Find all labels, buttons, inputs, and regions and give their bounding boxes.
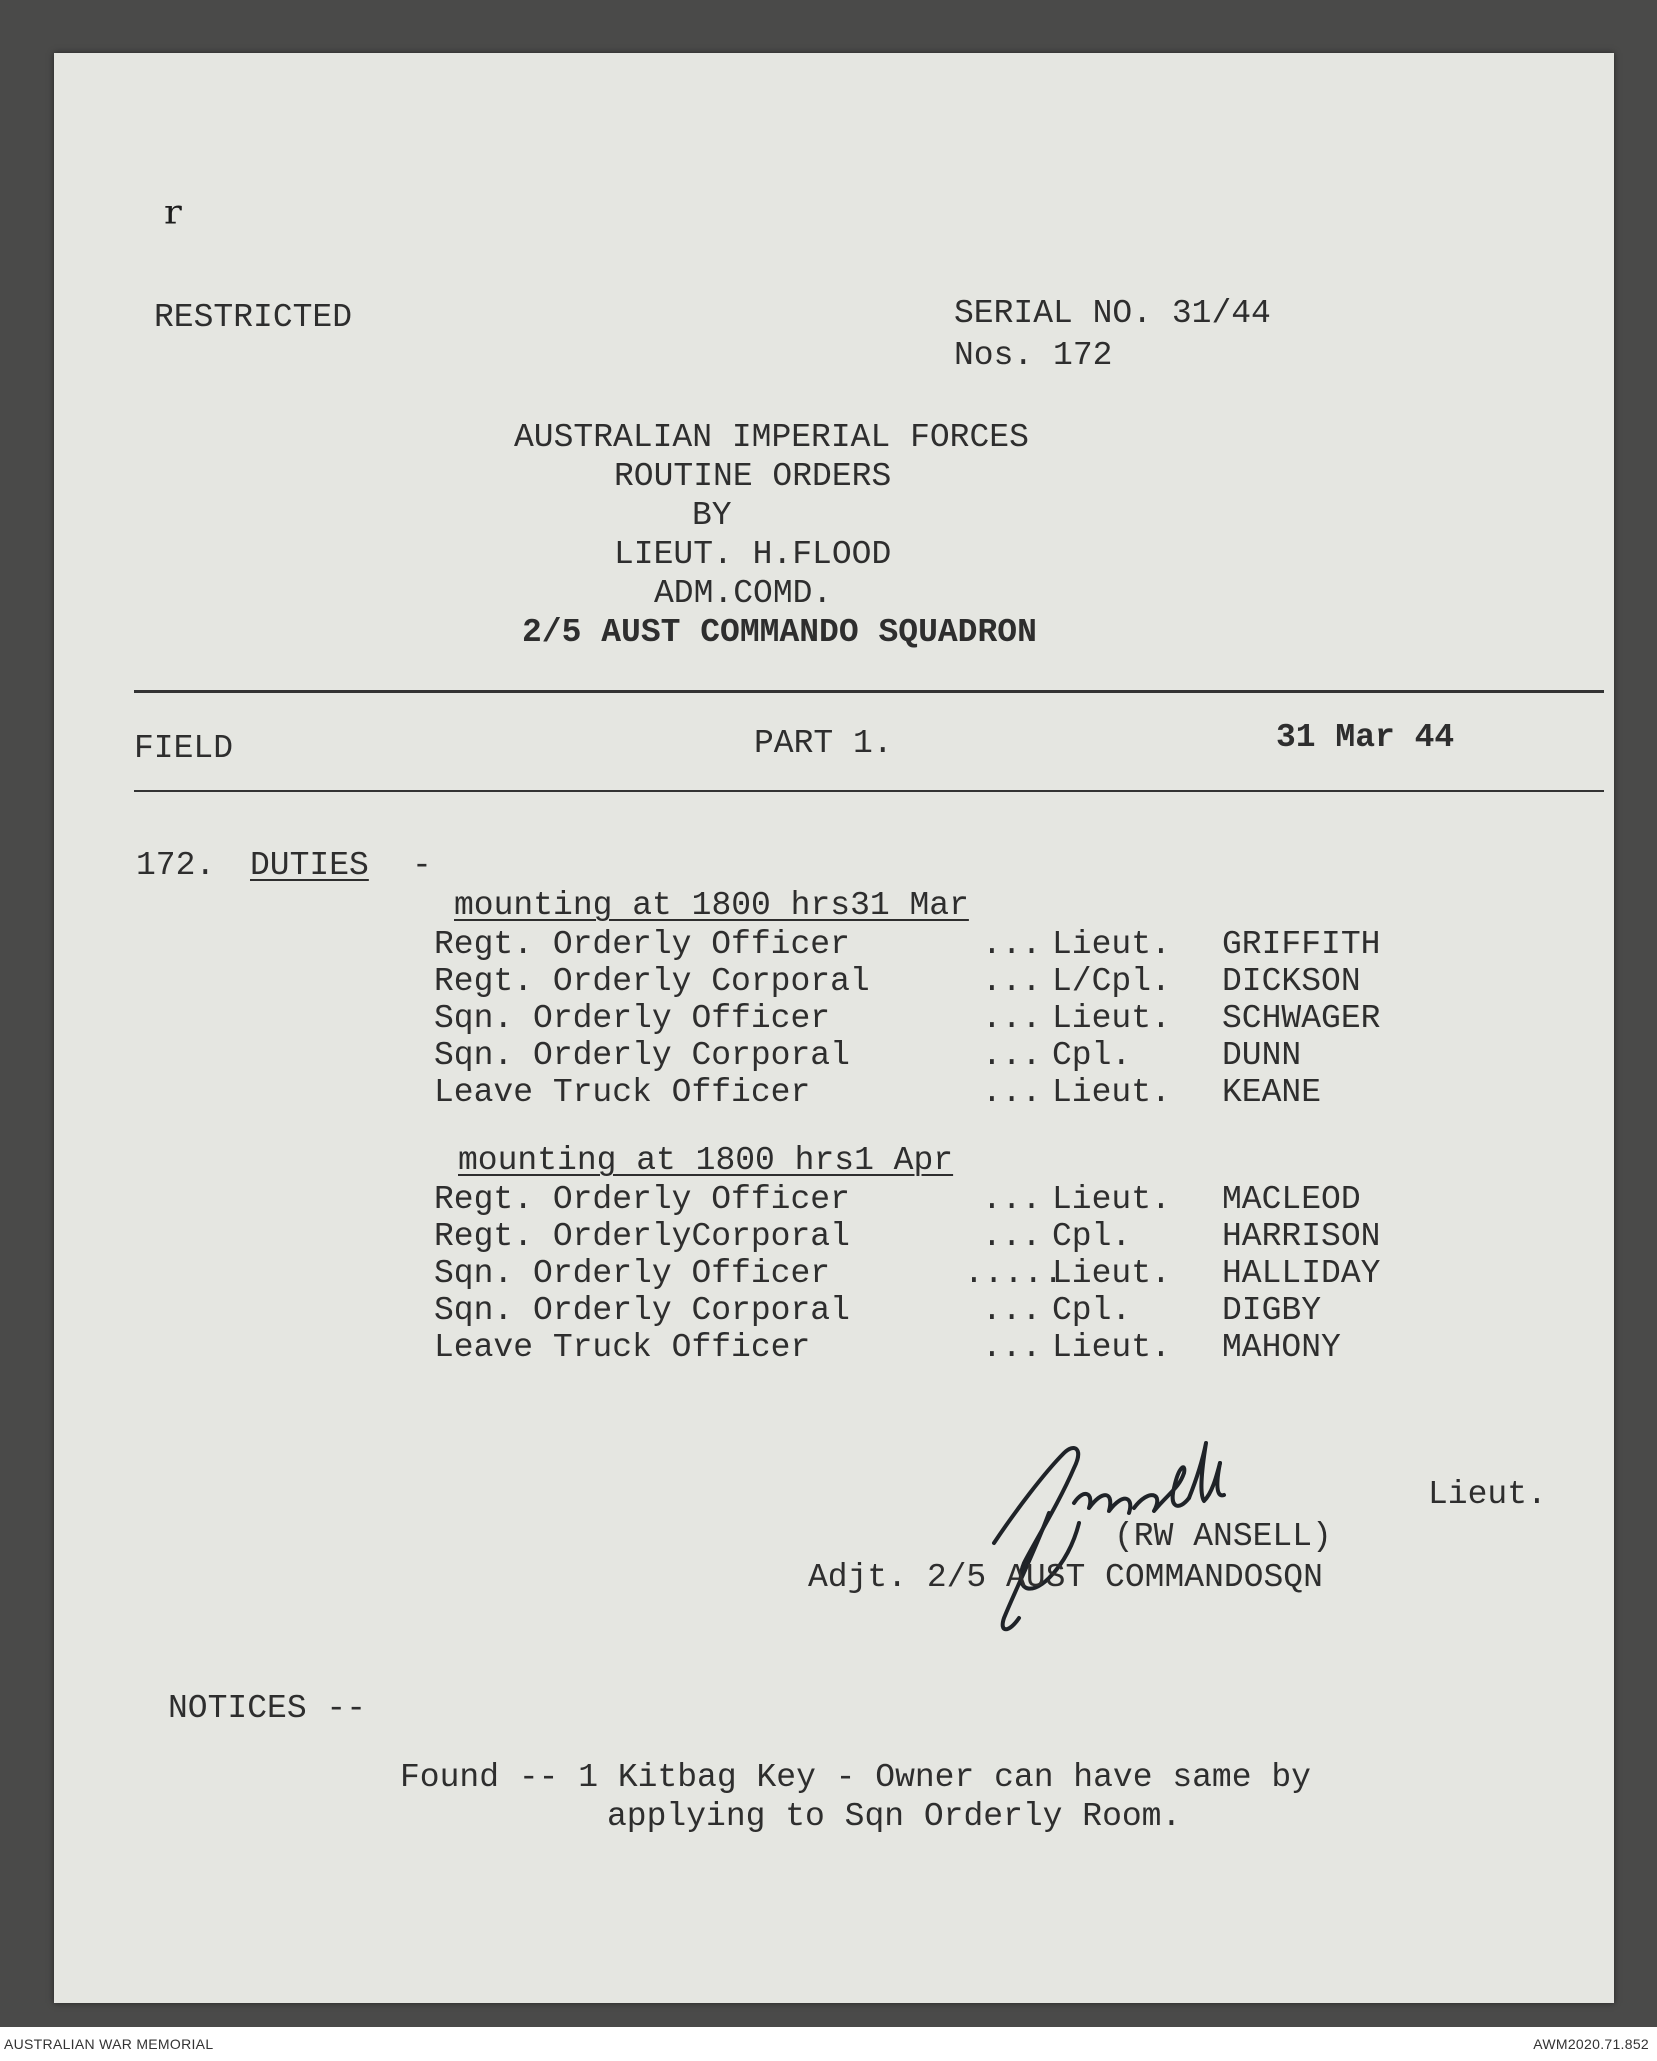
rule-bottom <box>134 790 1604 792</box>
duty-dots: ... <box>982 1074 1042 1111</box>
order-numbers: Nos. 172 <box>954 337 1113 374</box>
duty-rank: Cpl. <box>1052 1218 1132 1255</box>
duty-dots: ... <box>982 1329 1042 1366</box>
duty-role: Sqn. Orderly Officer <box>434 1000 831 1037</box>
duties-item-number: 172. <box>136 847 216 884</box>
duty-dots: ... <box>982 1000 1042 1037</box>
duties-heading: DUTIES <box>250 847 369 884</box>
duty-role: Sqn. Orderly Corporal <box>434 1292 850 1329</box>
order-date: 31 Mar 44 <box>1276 719 1455 756</box>
signatory-name: (RW ANSELL) <box>1114 1518 1332 1555</box>
duty-name: DICKSON <box>1222 963 1361 1000</box>
duty-rank: Lieut. <box>1052 1074 1171 1111</box>
duty-role: Regt. Orderly Officer <box>434 926 850 963</box>
duty-dots: ..... <box>964 1255 1064 1292</box>
duty-name: MACLEOD <box>1222 1181 1361 1218</box>
serial-number: SERIAL NO. 31/44 <box>954 295 1271 332</box>
duty-name: HARRISON <box>1222 1218 1381 1255</box>
footer-bar <box>0 2027 1657 2061</box>
duty-group-title: mounting at 1800 hrs31 Mar <box>454 887 969 924</box>
rule-top <box>134 690 1604 693</box>
duty-dots: ... <box>982 963 1042 1000</box>
signatory-appointment: Adjt. 2/5 AUST COMMANDOSQN <box>808 1559 1323 1596</box>
title-line-6: 2/5 AUST COMMANDO SQUADRON <box>522 614 1037 651</box>
pencil-mark: ʳ <box>164 188 185 258</box>
location-label: FIELD <box>134 730 234 767</box>
duty-dots: ... <box>982 1292 1042 1329</box>
duty-role: Leave Truck Officer <box>434 1329 811 1366</box>
duty-dots: ... <box>982 1218 1042 1255</box>
duty-name: MAHONY <box>1222 1329 1341 1366</box>
duty-role: Regt. OrderlyCorporal <box>434 1218 850 1255</box>
duty-name: KEANE <box>1222 1074 1322 1111</box>
duty-name: GRIFFITH <box>1222 926 1381 963</box>
duty-name: DUNN <box>1222 1037 1302 1074</box>
duty-rank: Lieut. <box>1052 1255 1171 1292</box>
duty-rank: L/Cpl. <box>1052 963 1171 1000</box>
duties-heading-dash: - <box>412 847 432 884</box>
classification-label: RESTRICTED <box>154 299 353 336</box>
notice-line-2: applying to Sqn Orderly Room. <box>607 1798 1182 1835</box>
duty-name: HALLIDAY <box>1222 1255 1381 1292</box>
title-line-2: ROUTINE ORDERS <box>614 458 892 495</box>
title-line-3: BY <box>692 497 732 534</box>
duty-rank: Lieut. <box>1052 1181 1171 1218</box>
document-page <box>54 53 1614 2003</box>
duty-role: Sqn. Orderly Corporal <box>434 1037 850 1074</box>
title-line-1: AUSTRALIAN IMPERIAL FORCES <box>514 419 1029 456</box>
duty-rank: Lieut. <box>1052 1000 1171 1037</box>
duty-role: Regt. Orderly Officer <box>434 1181 850 1218</box>
duty-name: SCHWAGER <box>1222 1000 1381 1037</box>
duty-dots: ... <box>982 926 1042 963</box>
footer-accession-number: AWM2020.71.852 <box>1533 2036 1649 2052</box>
duty-name: DIGBY <box>1222 1292 1322 1329</box>
duty-role: Leave Truck Officer <box>434 1074 811 1111</box>
title-line-5: ADM.COMD. <box>654 575 833 612</box>
notices-heading: NOTICES -- <box>168 1690 367 1727</box>
signatory-rank: Lieut. <box>1428 1476 1547 1513</box>
duty-rank: Cpl. <box>1052 1037 1132 1074</box>
duty-dots: ... <box>982 1181 1042 1218</box>
notice-line-1: Found -- 1 Kitbag Key - Owner can have same by <box>400 1759 1311 1796</box>
duty-group-title: mounting at 1800 hrs1 Apr <box>458 1142 954 1179</box>
duty-role: Sqn. Orderly Officer <box>434 1255 831 1292</box>
duty-dots: ... <box>982 1037 1042 1074</box>
duty-rank: Lieut. <box>1052 926 1171 963</box>
duty-role: Regt. Orderly Corporal <box>434 963 870 1000</box>
part-label: PART 1. <box>754 725 893 762</box>
title-line-4: LIEUT. H.FLOOD <box>614 536 892 573</box>
duty-rank: Cpl. <box>1052 1292 1132 1329</box>
footer-credit: AUSTRALIAN WAR MEMORIAL <box>4 2036 214 2052</box>
duty-rank: Lieut. <box>1052 1329 1171 1366</box>
